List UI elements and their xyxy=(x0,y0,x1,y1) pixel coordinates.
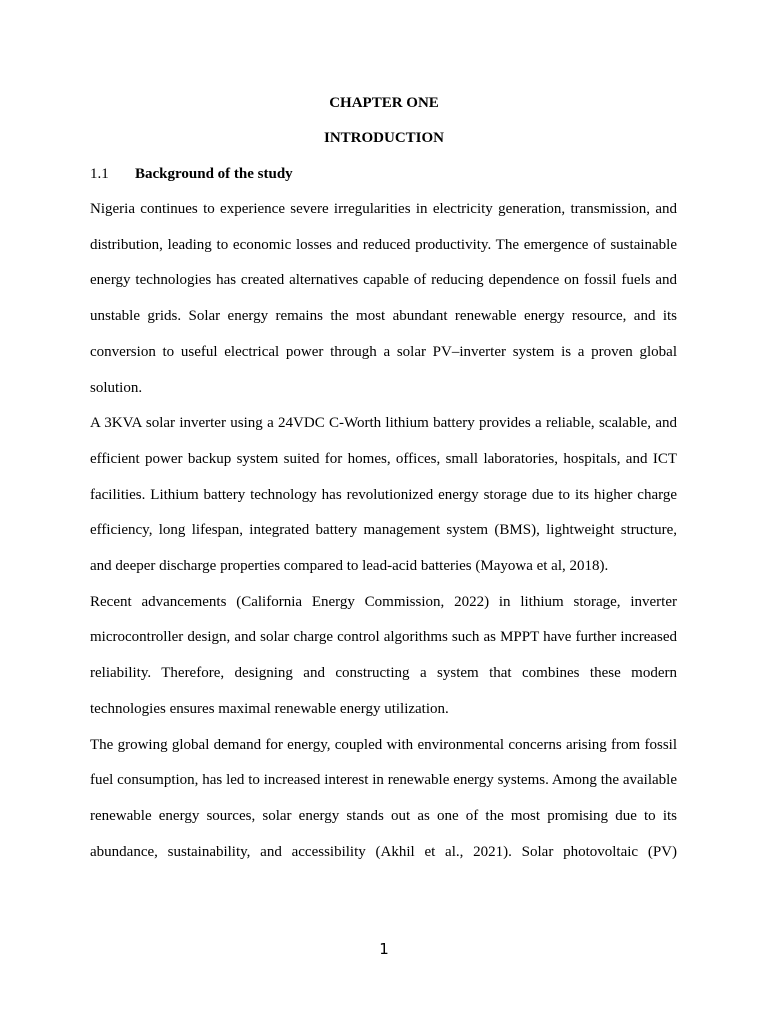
paragraph: The growing global demand for energy, coupled with environmental concerns arising from fossil fuel consumption, has led to increased interest in renewable energy systems. Among the available renewable energy sources, solar energy stands out as one of the most promising due to its abundance, sustainability, and accessibility (Akhil et al., 2021). Solar photovoltaic (PV) xyxy=(90,736,677,860)
body-text xyxy=(90,192,677,870)
paragraph: Nigeria continues to experience severe irregularities in electricity generation, transmission, and distribution, leading to economic losses and reduced productivity. The emergence of sustainable energy technologies has created alternatives capable of reducing dependence on fossil fuels and unstable grids. Solar energy remains the most abundant renewable energy resource, and its conversion to useful electrical power through a solar PV–inverter system is a proven global solution. xyxy=(90,201,677,396)
section-heading xyxy=(90,165,293,183)
chapter-subtitle: INTRODUCTION xyxy=(323,130,444,146)
section-number: 1.1 xyxy=(90,166,109,182)
section-title: Background of the study xyxy=(135,166,293,182)
page-number: 1 xyxy=(379,940,389,958)
paragraph: Recent advancements (California Energy Commission, 2022) in lithium storage, inverter microcontroller design, and solar charge control algorithms such as MPPT have further increased reliability. Therefore, designing and constructing a system that combines these modern technologies ensures maximal renewable energy utilization. xyxy=(90,593,677,717)
chapter-title: CHAPTER ONE xyxy=(329,95,439,111)
paragraph: A 3KVA solar inverter using a 24VDC C-Worth lithium battery provides a reliable, scalable, and efficient power backup system suited for homes, offices, small laboratories, hospitals, and ICT facilities. Lithium battery technology has revolutionized energy storage due to its higher charge efficiency, long lifespan, integrated battery management system (BMS), lightweight structure, and deeper discharge properties compared to lead-acid batteries (Mayowa et al, 2018). xyxy=(90,415,677,575)
